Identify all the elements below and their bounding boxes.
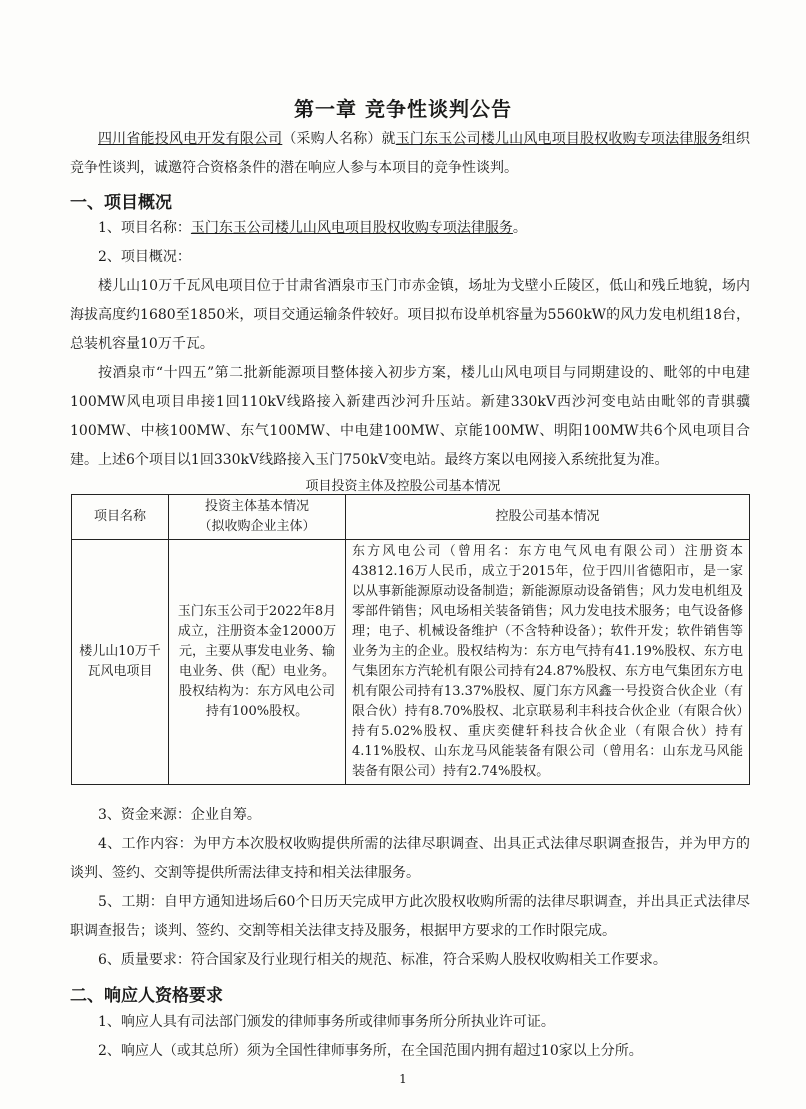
purchaser-note: （采购人名称）就 xyxy=(282,131,396,147)
page-number: 1 xyxy=(399,1072,407,1086)
overview-paragraph-1: 楼儿山10万千瓦风电项目位于甘肃省酒泉市玉门市赤金镇，场址为戈壁小丘陵区，低山和残丘地貌，场内海拔高度约1680至1850米，项目交通运输条件较好。项目拟布设单机容量为5560kW的风力发电机组18台，总装机容量10万千瓦。 xyxy=(70,278,750,352)
intro-rest: 组织竞争性谈判，诚邀符合资格条件的潜在响应人参与本项目的竞争性谈判。 xyxy=(70,131,751,176)
cell-holding-company: 东方风电公司（曾用名：东方电气风电有限公司）注册资本43812.16万人民币，成立于2015年，位于四川省德阳市，是一家以从事新能源原动设备制造；新能源原动设备销售；风力发电机组及零部件销售；风电场相关装备销售；风力发电技术服务；电气设备修理；电子、机械设备维护（不含特种设备）；软件开发；软件销售等业务为主的企业。股权结构为：东方电气持有41.19%股权、东方电气集团东方汽轮机有限公司持有24.87%股权、东方电气集团东方电机有限公司持有13.37%股权、厦门东方风鑫一号投资合伙企业（有限合伙）持有8.70%股权、北京联易利丰科技合伙企业（有限合伙）持有5.02%股权、重庆奕健轩科技合伙企业（有限合伙）持有4.11%股权、山东龙马风能装备有限公司（曾用名：山东龙马风能装备有限公司）持有2.74%股权。 xyxy=(346,540,750,785)
item1-suffix: 。 xyxy=(512,220,527,236)
requirement-2: 2、响应人（或其总所）须为全国性律师事务所，在全国范围内拥有超过10家以上分所。 xyxy=(98,1043,643,1059)
investment-table xyxy=(71,494,750,785)
item1-prefix: 1、项目名称： xyxy=(98,220,191,236)
section-heading-overview: 一、项目概况 xyxy=(70,193,172,213)
table-header-row xyxy=(72,495,750,540)
table-caption: 项目投资主体及控股公司基本情况 xyxy=(305,479,501,494)
cell-investor: 玉门东玉公司于2022年8月成立，注册资本金12000万元，主要从事发电业务、输电业务、供（配）电业务。股权结构为：东方风电公司持有100%股权。 xyxy=(169,540,346,785)
header-project-name: 项目名称 xyxy=(72,495,169,540)
purchaser-name: 四川省能投风电开发有限公司 xyxy=(98,131,283,147)
item1-name: 玉门东玉公司楼儿山风电项目股权收购专项法律服务 xyxy=(190,220,513,236)
cell-project-name: 楼儿山10万千瓦风电项目 xyxy=(72,540,169,785)
table-row xyxy=(72,540,750,785)
item-work-content: 4、工作内容：为甲方本次股权收购提供所需的法律尽职调查、出具正式法律尽职调查报告，并为甲方的谈判、签约、交割等提供所需法律支持和相关法律服务。 xyxy=(70,836,750,881)
item-project-name xyxy=(70,214,750,243)
project-name: 玉门东玉公司楼儿山风电项目股权收购专项法律服务 xyxy=(395,131,722,147)
item-schedule: 5、工期：自甲方通知进场后60个日历天完成甲方此次股权收购所需的法律尽职调查，并出具正式法律尽职调查报告；谈判、签约、交割等相关法律支持及服务，根据甲方要求的工作时限完成。 xyxy=(70,894,750,939)
item-project-overview: 2、项目概况： xyxy=(98,249,191,265)
overview-paragraph-2: 按酒泉市“十四五”第二批新能源项目整体接入初步方案，楼儿山风电项目与同期建设的、毗邻的中电建100MW风电项目串接1回110kV线路接入新建西沙河升压站。新建330kV西沙河变电站由毗邻的青骐骥100MW、中核100MW、东气100MW、中电建100MW、京能100MW、明阳100MW共6个风电项目合建。上述6个项目以1回330kV线路接入玉门750kV变电站。最终方案以电网接入系统批复为准。 xyxy=(70,365,750,468)
page-title: 第一章 竞争性谈判公告 xyxy=(294,97,512,121)
section-heading-qualification: 二、响应人资格要求 xyxy=(70,986,223,1006)
item-quality: 6、质量要求：符合国家及行业现行相关的规范、标准，符合采购人股权收购相关工作要求。 xyxy=(98,952,667,968)
item-funding-source: 3、资金来源：企业自筹。 xyxy=(98,807,261,823)
header-investor: 投资主体基本情况 （拟收购企业主体） xyxy=(169,495,346,540)
intro-paragraph xyxy=(70,125,750,183)
requirement-1: 1、响应人具有司法部门颁发的律师事务所或律师事务所分所执业许可证。 xyxy=(98,1014,555,1030)
header-holding-company: 控股公司基本情况 xyxy=(346,495,750,540)
